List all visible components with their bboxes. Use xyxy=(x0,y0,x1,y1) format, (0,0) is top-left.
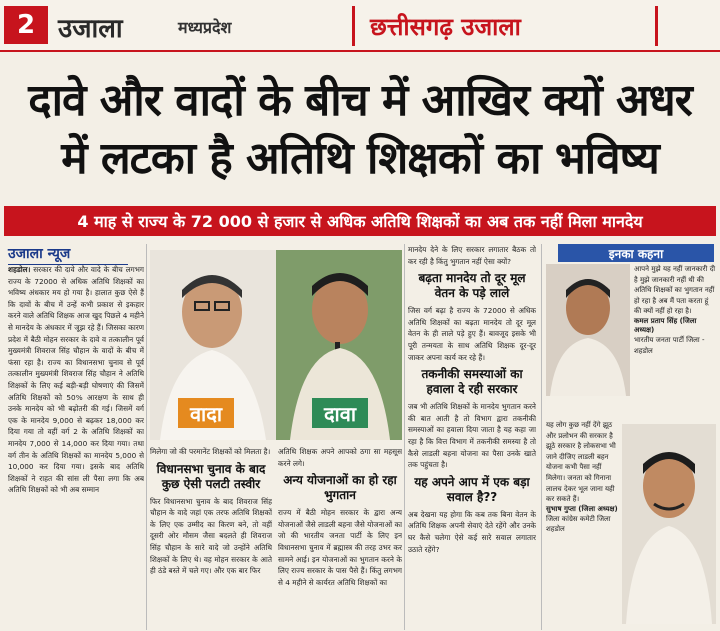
brand-name: उजाला xyxy=(58,14,123,44)
headline-line-1: दावे और वादों के बीच में आखिर क्यों अधर xyxy=(28,75,692,126)
edition-title: छत्तीसगढ़ उजाला xyxy=(370,13,521,41)
column-rule xyxy=(146,244,147,630)
quote-1-name: कमल प्रताप सिंह (जिला अध्यक्ष) xyxy=(634,316,697,334)
subhead-basic-salary: बढ़ता मानदेय तो दूर मूल वेतन के पड़े लाले xyxy=(418,271,526,301)
portrait-illustration-1 xyxy=(546,264,630,396)
column-4-text-3: अब देखना यह होगा कि कब तक बिना वेतन के अतिथि शिक्षक अपनी सेवाएं देते रहेंगे और उनके घर कैसे चलेगा ऐसे कई सारे सवाल लगातार उठाते रहेंगे? xyxy=(408,509,536,554)
bjp-leader-photo xyxy=(546,264,630,396)
claim-tag: दावा xyxy=(312,398,368,428)
promise-tag: वादा xyxy=(178,398,234,428)
byline: उजाला न्यूज xyxy=(8,244,128,265)
headline xyxy=(10,72,710,188)
column-rule xyxy=(541,244,542,630)
quote-2-text: यह लोग कुछ नहीं देंगे झूठ और प्रलोभन की सरकार है झूठे सरकार है लोकसभा भी जाने दीजिए लाडली बहन योजना कभी पैसा नहीं मिलेगा। जनता को गिनाना लालच देकर भूल जाना यही कर सकते हैं। xyxy=(546,421,616,504)
subhead-technical-issues: तकनीकी समस्याओं का हवाला दे रही सरकार xyxy=(421,367,523,397)
article-column-1 xyxy=(8,264,144,630)
subhead-other-schemes: अन्य योजनाओं का हो रहा भुगतान xyxy=(283,473,397,503)
sidebar-header: इनका कहना xyxy=(558,244,714,262)
portrait-illustration-2 xyxy=(622,424,716,624)
column-rule xyxy=(404,244,405,630)
quote-2-role: जिला कांग्रेस कमेटी जिला शहडोल xyxy=(546,514,611,534)
quote-2-name: सुभाष गुप्ता (जिला अध्यक्ष) xyxy=(546,504,618,513)
article-column-2 xyxy=(150,446,272,630)
quote-2 xyxy=(546,420,618,630)
page-number: 2 xyxy=(4,6,48,44)
headline-line-2: में लटका है अतिथि शिक्षकों का भविष्य xyxy=(61,133,659,184)
quote-1-text: आपने मुझे यह नहीं जानकारी दी है मुझे जानकारी नहीं थी की अतिथि शिक्षकों का भुगतान नहीं हो रहा है अब मैं पता करता हूं की क्यों नहीं हो रहा है। xyxy=(634,265,716,316)
quote-1 xyxy=(634,264,716,418)
subheadline-bar: 4 माह से राज्य के 72 000 से हजार से अधिक अतिथि शिक्षकों का अब तक नहीं मिला मानदेय xyxy=(4,206,716,236)
column-3-intro: अतिथि शिक्षक अपने आपको ठगा सा महसूस करने लगे। xyxy=(278,447,402,468)
column-2-text: फिर विधानसभा चुनाव के बाद शिवराज सिंह चौहान के वादे जहां एक तरफ अतिथि शिक्षकों के लिए एक उम्मीद का किरण बने, तो वहीं दूसरी ओर मौसम जैसा बदलते ही शिवराज सिंह चौहान के सारे वादे जो उन्होंने अतिथि शिक्षकों के लिए थे। वह मोहन सरकार के आते ही ठंडे बस्ते में चले गए। और एक बार फिर xyxy=(150,496,272,576)
column-1-text: सरकार की दावे और वादे के बीच लगभग राज्य के 72000 से अधिक अतिथि शिक्षकों का भविष्य अंधकार मय हो गया है। हालात कुछ ऐसे हैं कि दावों के बीच में उन्हें कभी प्रकाश से इकहार करने वाले अतिथि शिक्षक आज खुद पिछले 4 महीने से मानदेय के अंधकार में जूझ रहे हैं। जिसका कारण प्रदेश में बैठी मोहन सरकार के दावे व तत्कालीन पूर्व मुख्यमंत्री शिवराज सिंह चौहान के वादों के बीच में फंसा रहा है। राज्य का विधानसभा चुनाव से पूर्व तत्कालीन मुख्यमंत्री शिवराज सिंह चौहान ने अतिथि शिक्षकों के लिए कई बड़ी-बड़ी घोषणाएं की जिसमें अतिथि शिक्षकों को 50% आरक्षण के साथ ही उनके मानदेय को भी बढ़ोतरी की गई। जिसमें वर्ग एक के मानदेय 9,000 से बढ़कर 18,000 कर दिया गया तो वहीं वर्ग 2 के अतिथि शिक्षकों का मानदेय 7,000 से 14,000 कर दिया गया। तथा वर्ग तीन के अतिथि शिक्षकों का मानदेय 5,000 से 10,000 कर दिया गया। इसके बाद अतिथि शिक्षकों ने राहत की सांस ली पैसा लगा कि अब अतिथि शिक्षकों को भी अब सम्मान xyxy=(8,265,144,495)
column-3-text: राज्य में बैठी मोहन सरकार के द्वारा अन्य योजनाओं जैसे लाडली बहना जैसे योजनाओं का जो की भारतीय जनता पार्टी के लिए इन विधानसभा चुनाव में ब्रह्मास्त्र की तरह उभर कर सामने आई। इन योजनाओं का भुगतान करने के लिए राज्य सरकार के पास पैसे हैं। किंतु लगभग से 4 महीने से कार्यरत अतिथि शिक्षकों का xyxy=(278,508,402,587)
column-2-intro: मिलेगा जो की परमानेंट शिक्षकों को मिलता है। xyxy=(150,447,271,456)
quote-1-role: भारतीय जनता पार्टी जिला - शहडोल xyxy=(634,335,705,355)
region-label: मध्यप्रदेश xyxy=(178,18,232,37)
dateline: शहडोल। xyxy=(8,265,31,274)
congress-leader-photo xyxy=(622,424,716,624)
article-column-4 xyxy=(408,244,536,630)
column-4-text-1: जिस वर्ग बढ़ा है राज्य के 72000 से अधिक अतिथि शिक्षकों का बढ़ता मानदेय तो दूर मूल वेतन के ही लाले पड़े हुए हैं। बावजूद इसके भी पूरी तन्मयता के साथ अतिथि शिक्षक दूर-दूर जाकर अपना कार्य कर रहे हैं। xyxy=(408,306,536,362)
column-4-intro: मानदेय देने के लिए सरकार लगातार बैठक तो कर रही है किंतु भुगतान नहीं ऐसा क्यों? xyxy=(408,245,536,266)
article-column-3 xyxy=(278,446,402,630)
column-4-text-2: जब भी अतिथि शिक्षकों के मानदेय भुगतान करने की बात आती है तो विभाग द्वारा तकनीकी समस्याओं का हवाला दिया जाता है यह कहा जा रहा है कि वित्त विभाग में तकनीकी समस्या है तो कैसे लाडली बहना योजना का पैसा उनके खाते तक पहुंचता है। xyxy=(408,402,536,470)
subhead-after-election: विधानसभा चुनाव के बाद कुछ ऐसी पलटी तस्वीर xyxy=(156,461,266,491)
subhead-big-question: यह अपने आप में एक बड़ा सवाल है?? xyxy=(414,474,530,504)
